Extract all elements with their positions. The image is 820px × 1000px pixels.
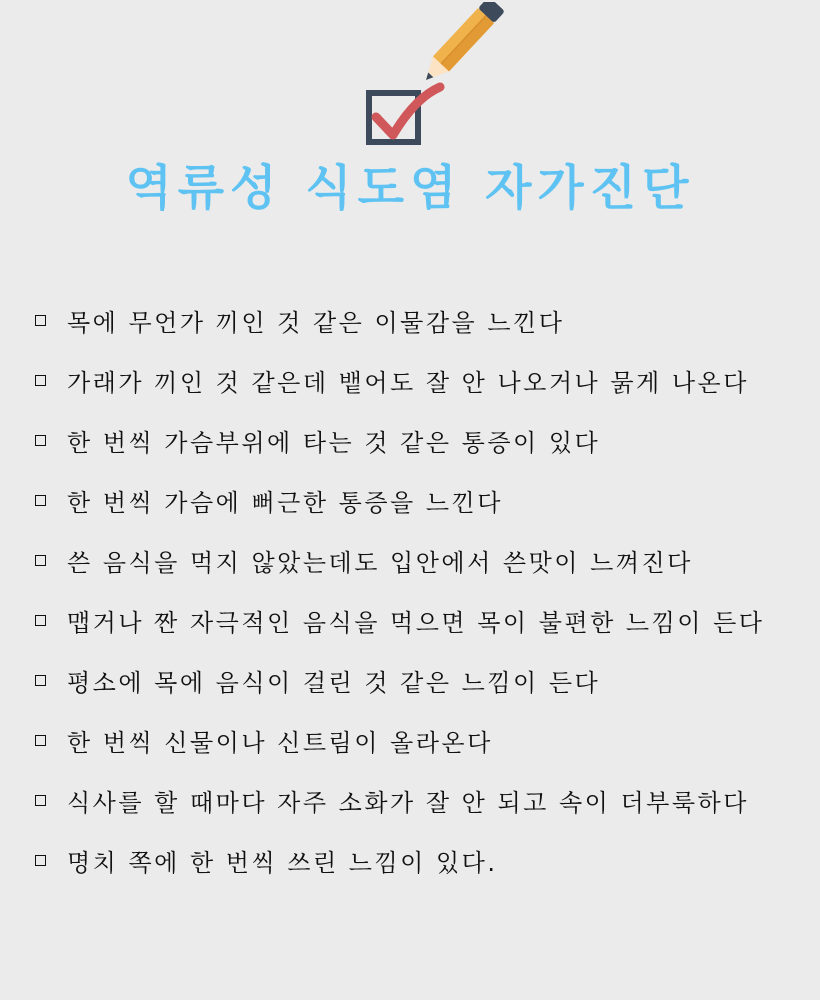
checklist-item-label: 쓴 음식을 먹지 않았는데도 입안에서 쓴맛이 느껴진다	[67, 548, 693, 577]
checkbox[interactable]	[35, 795, 46, 806]
pencil	[418, 2, 505, 88]
checklist-item-label: 가래가 끼인 것 같은데 뱉어도 잘 안 나오거나 묽게 나온다	[67, 368, 749, 397]
checklist-item[interactable]	[35, 710, 764, 770]
pencil-checkbox-icon	[360, 2, 510, 154]
checklist-item[interactable]	[35, 530, 764, 590]
checkbox[interactable]	[35, 555, 46, 566]
checklist-item[interactable]	[35, 290, 764, 350]
checkbox[interactable]	[35, 495, 46, 506]
checklist-item[interactable]	[35, 350, 764, 410]
checklist-item-label: 맵거나 짠 자극적인 음식을 먹으면 목이 불편한 느낌이 든다	[67, 608, 765, 637]
checkbox[interactable]	[35, 855, 46, 866]
checklist-item-label: 명치 쪽에 한 번씩 쓰린 느낌이 있다.	[67, 848, 498, 877]
checkbox[interactable]	[35, 315, 46, 326]
checklist-item-label: 한 번씩 가슴부위에 타는 것 같은 통증이 있다	[67, 428, 601, 457]
checkbox[interactable]	[35, 735, 46, 746]
checklist-item-label: 평소에 목에 음식이 걸린 것 같은 느낌이 든다	[67, 668, 601, 697]
page-title: 역류성 식도염 자가진단	[125, 160, 695, 216]
self-diagnosis-checklist	[35, 290, 764, 890]
checklist-item-label: 한 번씩 신물이나 신트림이 올라온다	[67, 728, 493, 757]
checkbox[interactable]	[35, 375, 46, 386]
checklist-item-label: 목에 무언가 끼인 것 같은 이물감을 느낀다	[67, 308, 565, 337]
checklist-item[interactable]	[35, 830, 764, 890]
checklist-item[interactable]	[35, 770, 764, 830]
checklist-item[interactable]	[35, 590, 764, 650]
checklist-item[interactable]	[35, 470, 764, 530]
checklist-item-label: 한 번씩 가슴에 뻐근한 통증을 느낀다	[67, 488, 503, 517]
checklist-item[interactable]	[35, 410, 764, 470]
checkbox[interactable]	[35, 435, 46, 446]
checklist-item[interactable]	[35, 650, 764, 710]
checkbox[interactable]	[35, 675, 46, 686]
checkbox[interactable]	[35, 615, 46, 626]
checklist-item-label: 식사를 할 때마다 자주 소화가 잘 안 되고 속이 더부룩하다	[67, 788, 749, 817]
